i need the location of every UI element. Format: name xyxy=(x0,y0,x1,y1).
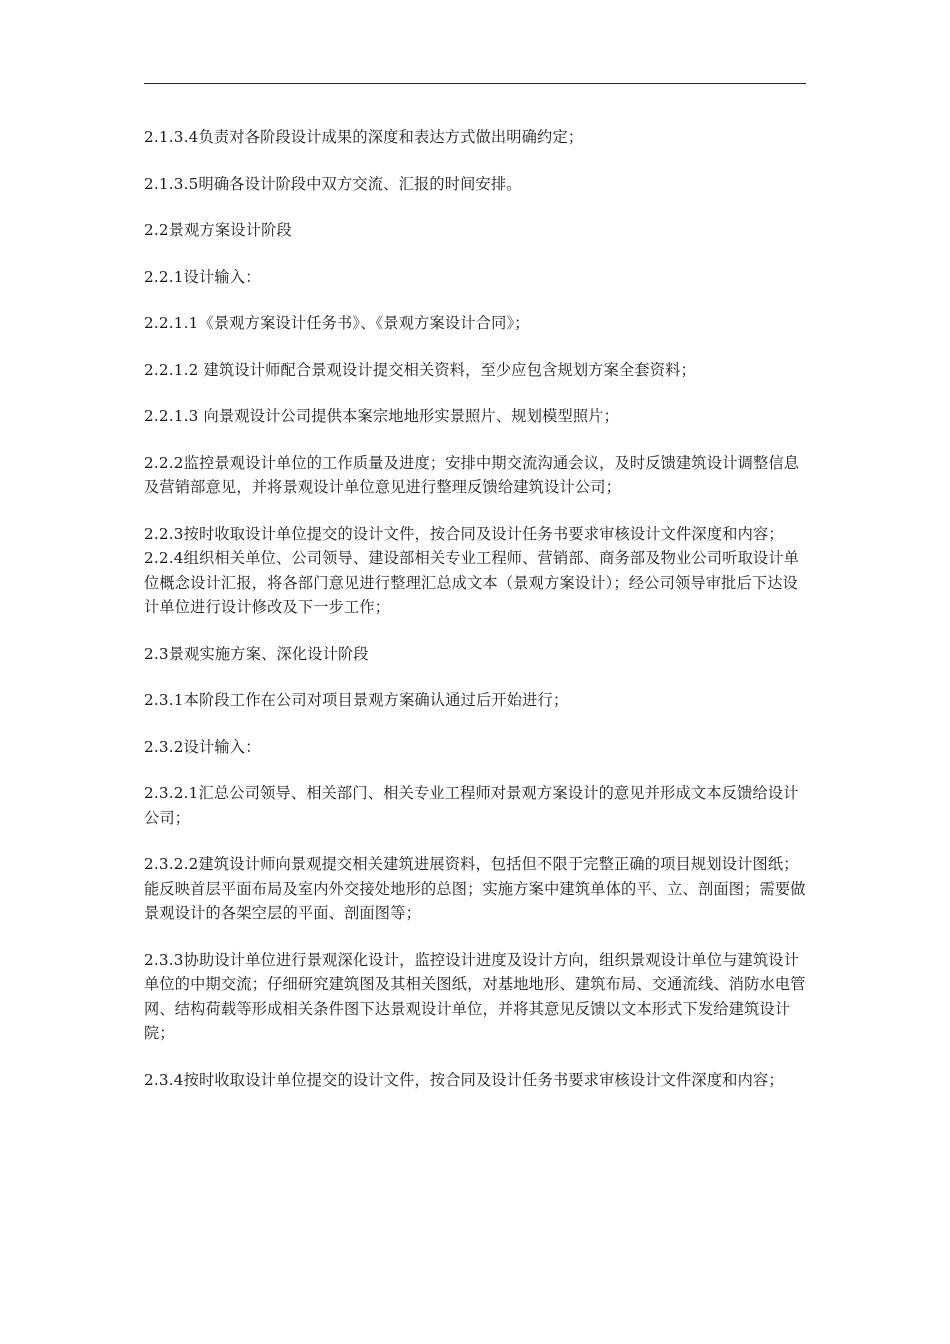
header-rule xyxy=(144,83,806,84)
paragraph-2-2-1-2: 2.2.1.2 建筑设计师配合景观设计提交相关资料，至少应包含规划方案全套资料； xyxy=(144,360,696,379)
paragraph-2-2-1: 2.2.1设计输入： xyxy=(144,267,261,286)
paragraph-2-2-2: 2.2.2监控景观设计单位的工作质量及进度；安排中期交流沟通会议，及时反馈建筑设计调整信息及营销部意见，并将景观设计单位意见进行整理反馈给建筑设计公司； xyxy=(144,453,800,496)
paragraph-2-3-2-2: 2.3.2.2建筑设计师向景观提交相关建筑进展资料，包括但不限于完整正确的项目规划设计图纸；能反映首层平面布局及室内外交接处地形的总图；实施方案中建筑单体的平、立、剖面图；需要做景观设计的各架空层的平面、剖面图等； xyxy=(144,855,806,922)
paragraph-2-1-3-4: 2.1.3.4负责对各阶段设计成果的深度和表达方式做出明确约定； xyxy=(144,128,584,146)
paragraph-2-2-1-1: 2.2.1.1《景观方案设计任务书》、《景观方案设计合同》； xyxy=(144,314,530,332)
section-heading-2-3: 2.3景观实施方案、深化设计阶段 xyxy=(144,644,369,663)
paragraph-2-1-3-5: 2.1.3.5明确各设计阶段中双方交流、汇报的时间安排。 xyxy=(144,174,522,193)
section-heading-2-2: 2.2景观方案设计阶段 xyxy=(144,221,292,239)
paragraph-2-3-1: 2.3.1本阶段工作在公司对项目景观方案确认通过后开始进行； xyxy=(144,691,569,709)
paragraph-2-2-1-3: 2.2.1.3 向景观设计公司提供本案宗地地形实景照片、规划模型照片； xyxy=(144,407,620,425)
document-body xyxy=(144,125,806,1114)
paragraph-2-2-3: 2.2.3按时收取设计单位提交的设计文件，按合同及设计任务书要求审核设计文件深度和内容； xyxy=(144,524,784,543)
paragraph-2-3-2: 2.3.2设计输入： xyxy=(144,737,261,756)
paragraph-2-3-3: 2.3.3协助设计单位进行景观深化设计，监控设计进度及设计方向，组织景观设计单位与建筑设计单位的中期交流；仔细研究建筑图及其相关图纸，对基地地形、建筑布局、交通流线、消防水电管网、结构荷载等形成相关条件图下达景观设计单位，并将其意见反馈以文本形式下发给建筑设计院； xyxy=(144,950,806,1042)
paragraph-2-3-4: 2.3.4按时收取设计单位提交的设计文件，按合同及设计任务书要求审核设计文件深度和内容； xyxy=(144,1070,784,1089)
paragraph-2-2-4: 2.2.4组织相关单位、公司领导、建设部相关专业工程师、营销部、商务部及物业公司听取设计单位概念设计汇报，将各部门意见进行整理汇总成文本（景观方案设计）；经公司领导审批后下达设计单位进行设计修改及下一步工作； xyxy=(144,549,800,616)
paragraph-2-3-2-1: 2.3.2.1汇总公司领导、相关部门、相关专业工程师对景观方案设计的意见并形成文本反馈给设计公司； xyxy=(144,784,799,827)
